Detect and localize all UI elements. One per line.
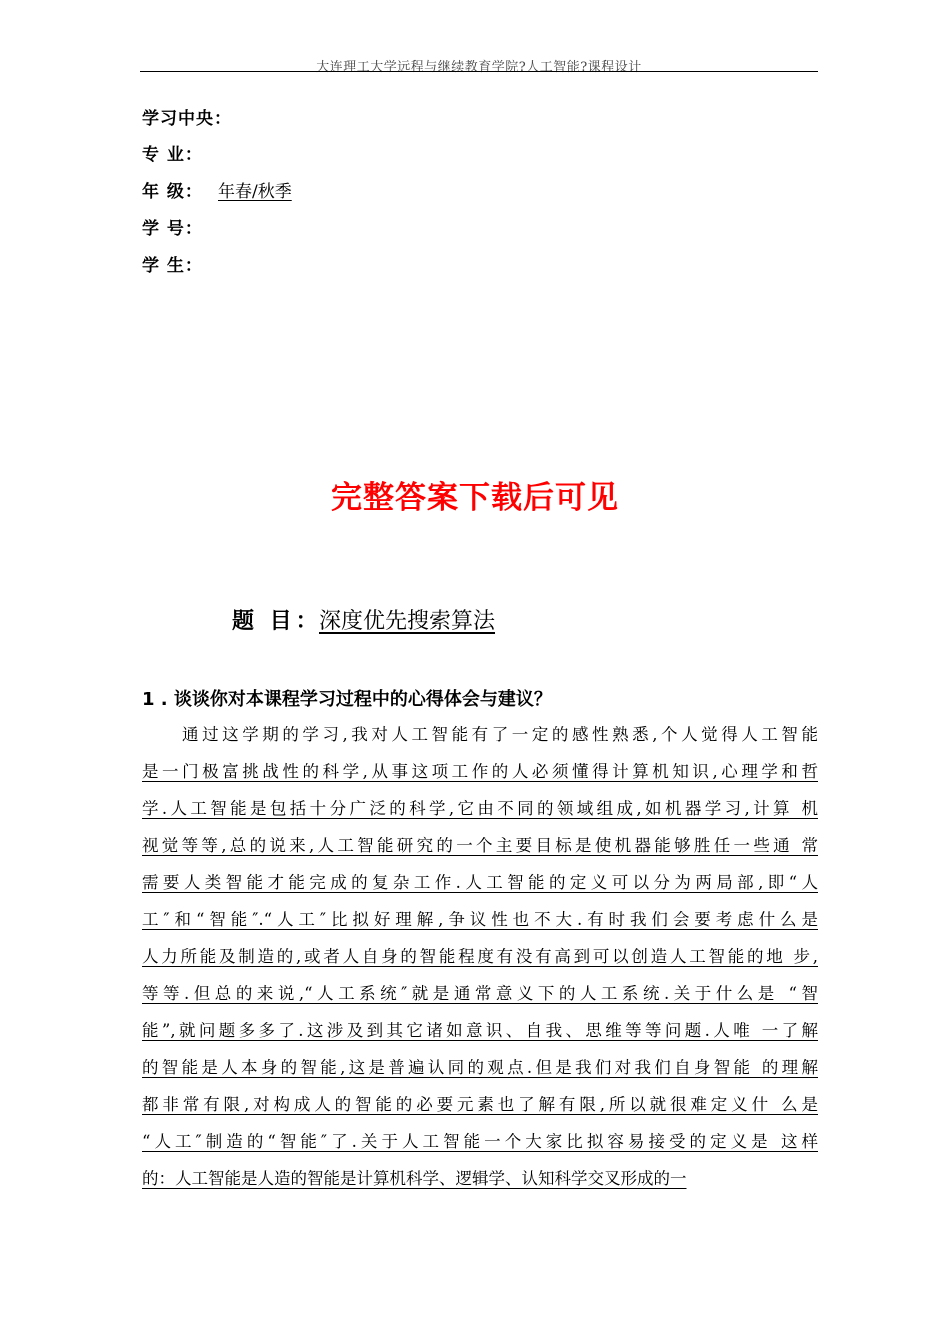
header-divider [140,71,818,72]
grade-label: 年 级： [142,182,203,202]
body-line: 的智能是人本身的智能,这是普遍认同的观点.但是我们对我们自身智能 的理解 [142,1058,818,1077]
body-line: 人力所能及制造的,或者人自身的智能程度有没有高到可以创造人工智能的地 步, [142,947,818,966]
body-line: “人工″制造的“智能″了.关于人工智能一个大家比拟容易接受的定义是 这样 [142,1132,818,1151]
topic-label: 题 目： [232,609,322,634]
body-line: 视觉等等,总的说来,人工智能研究的一个主要目标是使机器能够胜任一些通 常 [142,836,818,855]
body-line: 能”,就问题多多了.这涉及到其它诸如意识、自我、思维等等问题.人唯 一了解 [142,1021,818,1040]
major-label: 专 业： [142,145,203,165]
body-line: 工″和“智能″.“人工″比拟好理解,争议性也不大.有时我们会要考虑什么是 [142,910,818,929]
body-line: 等等.但总的来说,“人工系统″就是通常意义下的人工系统.关于什么是 “智 [142,984,818,1003]
body-line: 学.人工智能是包括十分广泛的科学,它由不同的领域组成,如机器学习,计算 机 [142,799,818,818]
page-header: 大连理工大学远程与继续教育学院?人工智能?课程设计 [316,60,642,75]
body-line: 需要人类智能才能完成的复杂工作.人工智能的定义可以分为两局部,即“人 [142,873,818,892]
learning-center-label: 学习中央： [142,109,232,129]
body-line: 都非常有限,对构成人的智能的必要元素也了解有限,所以就很难定义什 么是 [142,1095,818,1114]
student-id-label: 学 号： [142,219,203,239]
body-line: 是一门极富挑战性的科学,从事这项工作的人必须懂得计算机知识,心理学和哲 [142,762,818,781]
topic-title: 深度优先搜索算法 [319,609,496,634]
grade-value: 年春/秋季 [218,182,292,202]
body-line: 的：人工智能是人造的智能是计算机科学、逻辑学、认知科学交叉形成的一 [142,1169,687,1188]
body-line: 通过这学期的学习,我对人工智能有了一定的感性熟悉,个人觉得人工智能 [182,725,818,744]
student-name-label: 学 生： [142,256,203,276]
answer-banner: 完整答案下载后可见 [331,480,619,516]
question-heading: 1 . 谈谈你对本课程学习过程中的心得体会与建议？ [142,689,552,710]
